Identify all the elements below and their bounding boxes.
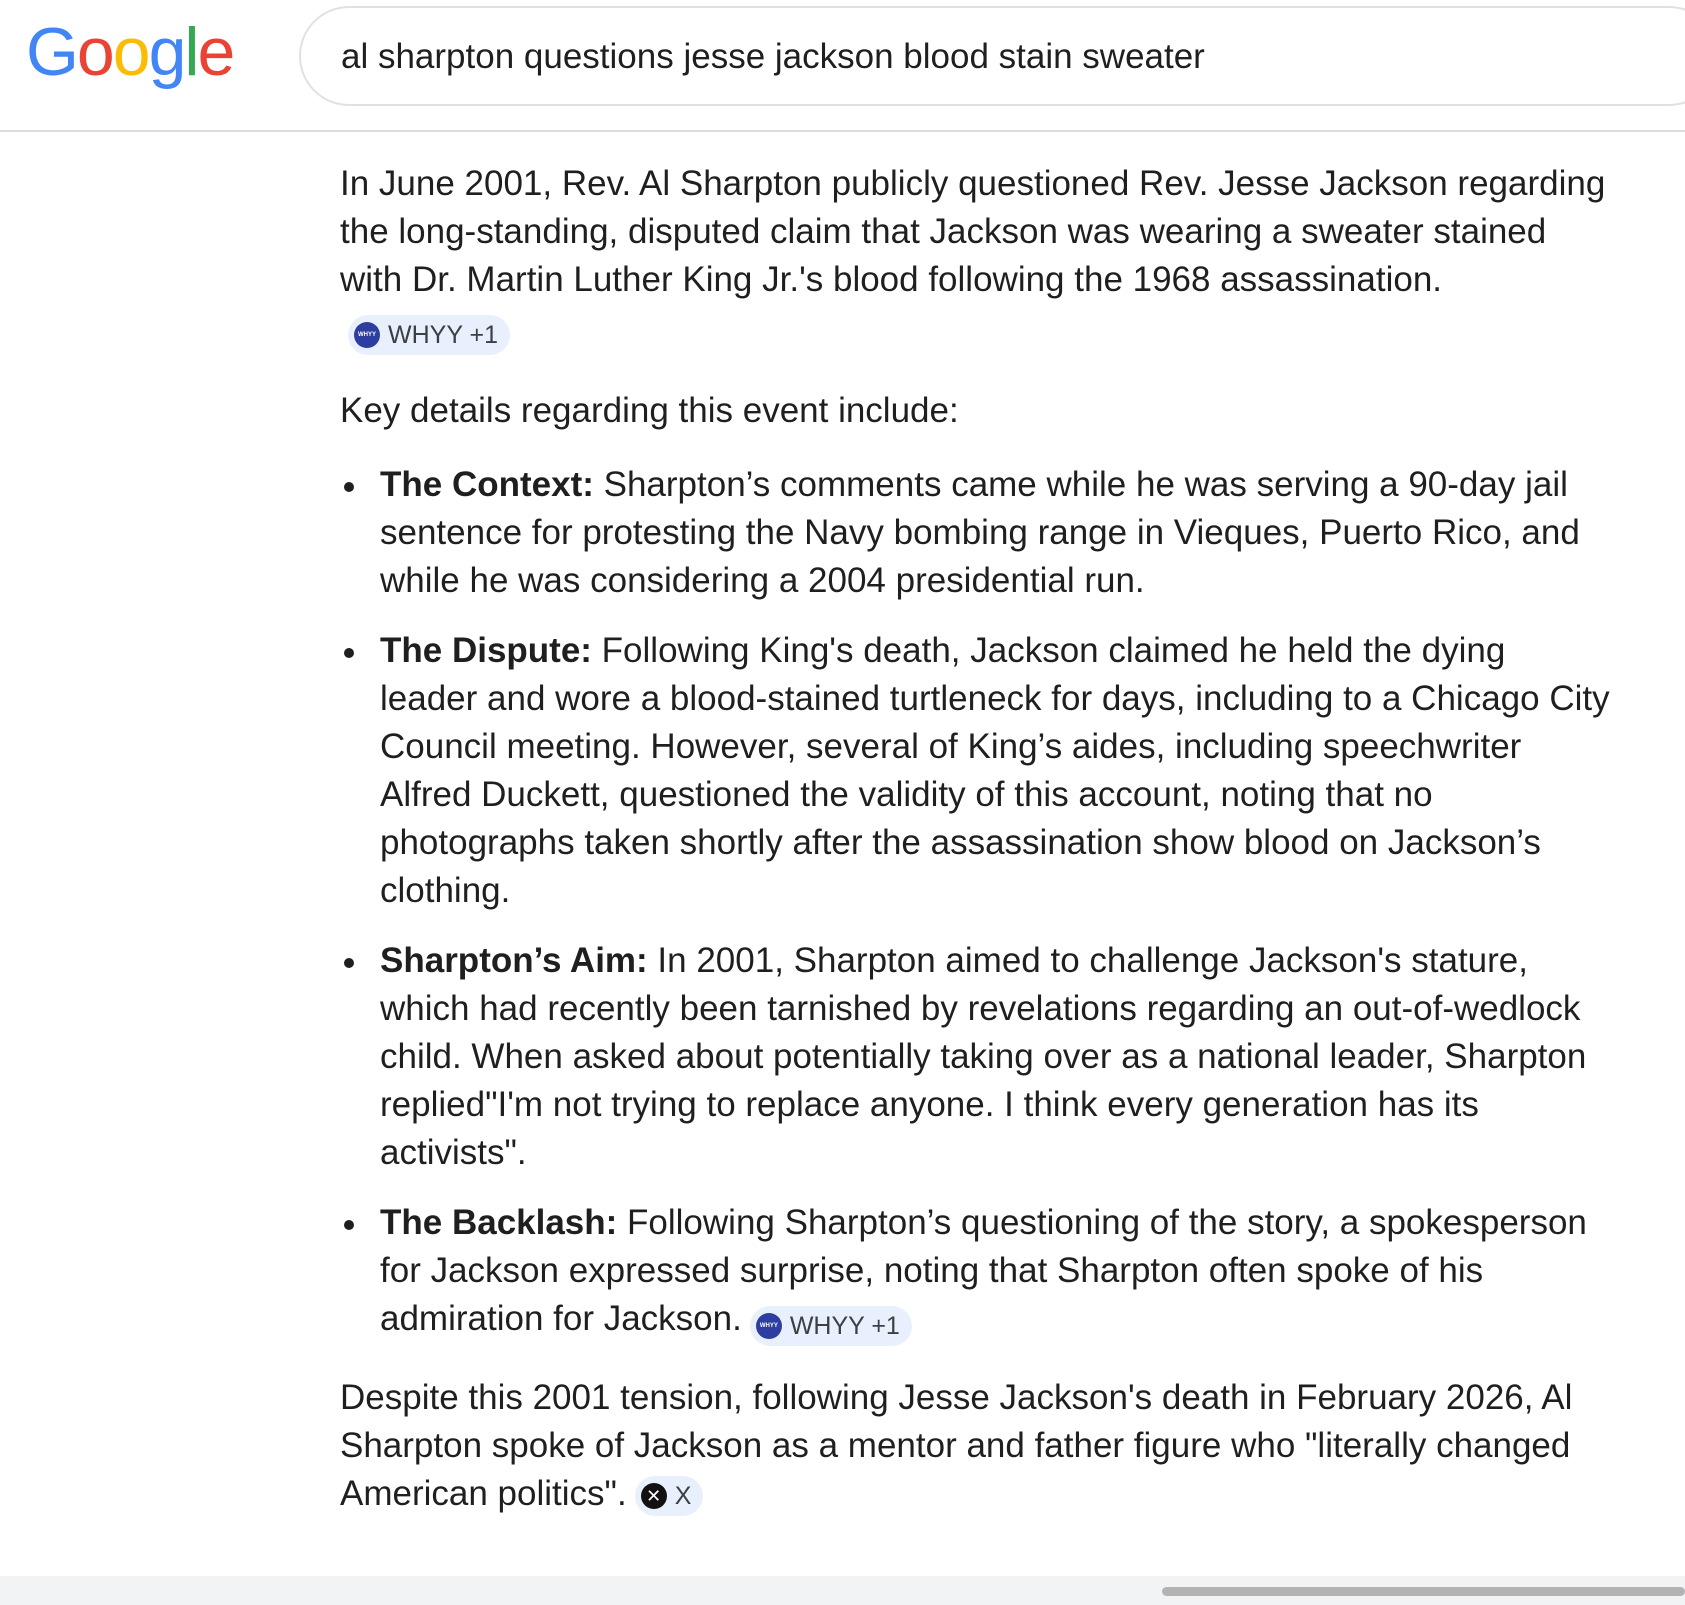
- x-source-icon: ✕: [641, 1483, 667, 1509]
- source-chip-label: WHYY +1: [388, 321, 498, 349]
- source-chip-label: X: [674, 1482, 692, 1510]
- source-chip-whyy[interactable]: [750, 1306, 912, 1346]
- overview-closing: [340, 1374, 1610, 1518]
- list-item-title: The Dispute:: [380, 631, 592, 670]
- horizontal-scrollbar[interactable]: [1162, 1587, 1685, 1596]
- list-item: [340, 627, 1610, 915]
- list-item: [340, 937, 1610, 1177]
- list-item: [340, 1199, 1610, 1346]
- ai-overview: [340, 160, 1610, 1518]
- source-chip-whyy[interactable]: [348, 315, 510, 355]
- whyy-source-icon: WHYY: [354, 322, 380, 348]
- overview-intro: [340, 160, 1610, 355]
- list-item-text: Sharpton’s comments came while he was serving a 90-day jail sentence for protesting the Navy bombing range in Vieques, Puerto Rico, and while he was considering a 2004 presidential run.: [380, 465, 1580, 600]
- list-item-text: In 2001, Sharpton aimed to challenge Jackson's stature, which had recently been tarnished by revelations regarding an out-of-wedlock child. When asked about potentially taking over as a national leader, Sharpton replied"I'm not trying to replace anyone. I think every generation has its activists".: [380, 941, 1587, 1172]
- list-item: [340, 461, 1610, 605]
- overview-intro-text: In June 2001, Rev. Al Sharpton publicly questioned Rev. Jesse Jackson regarding the long-standing, disputed claim that Jackson was wearing a sweater stained with Dr. Martin Luther King Jr.'s blood following the 1968 assassination.: [340, 164, 1606, 299]
- details-list: [340, 461, 1610, 1346]
- list-item-title: The Context:: [380, 465, 594, 504]
- list-item-text: Following King's death, Jackson claimed he held the dying leader and wore a blood-stained turtleneck for days, including to a Chicago City Council meeting. However, several of King’s aides, including speechwriter Alfred Duckett, questioned the validity of this account, noting that no photographs taken shortly after the assassination show blood on Jackson’s clothing.: [380, 631, 1610, 910]
- overview-lead: Key details regarding this event include:: [340, 391, 959, 430]
- source-chip-x[interactable]: [635, 1476, 704, 1516]
- source-chip-label: WHYY +1: [789, 1312, 900, 1340]
- google-logo[interactable]: Google: [26, 14, 234, 90]
- whyy-source-icon: WHYY: [756, 1313, 782, 1339]
- list-item-text: Following Sharpton’s questioning of the story, a spokesperson for Jackson expressed surprise, noting that Sharpton often spoke of his admiration for Jackson.: [380, 1203, 1587, 1338]
- list-item-title: Sharpton’s Aim:: [380, 941, 648, 980]
- search-box[interactable]: [299, 6, 1685, 106]
- search-input[interactable]: [341, 30, 1641, 84]
- list-item-title: The Backlash:: [380, 1203, 618, 1242]
- search-header: [0, 0, 1685, 132]
- overview-closing-text: Despite this 2001 tension, following Jesse Jackson's death in February 2026, Al Sharpton spoke of Jackson as a mentor and father figure who "literally changed American politics".: [340, 1378, 1573, 1513]
